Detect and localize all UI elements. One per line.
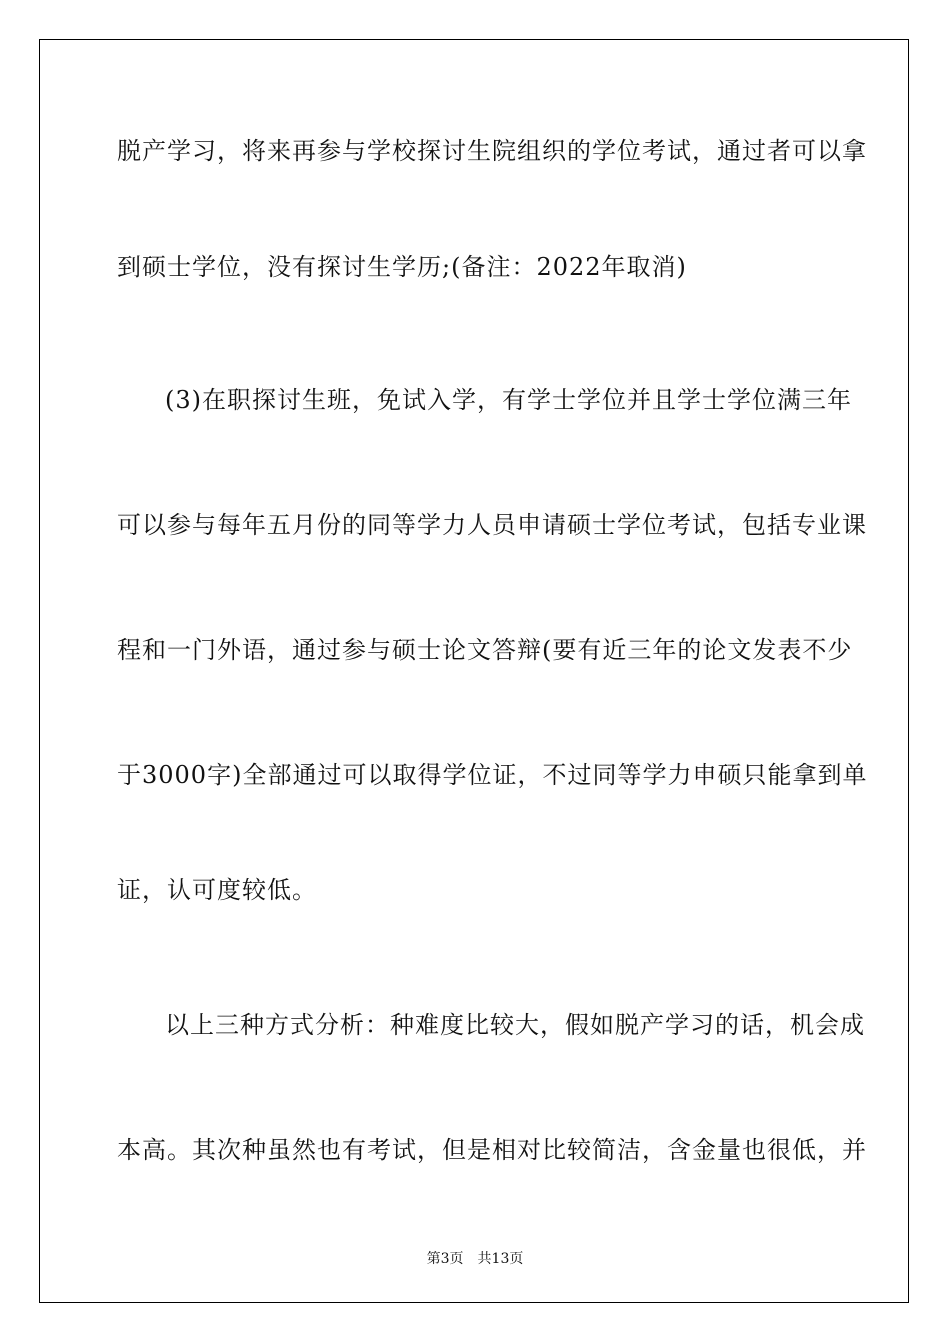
page-total: 共13页 (477, 1251, 524, 1267)
text-line-8: 以上三种方式分析：种难度比较大，假如脱产学习的话，机会成 (165, 1011, 865, 1039)
text-line-7: 证，认可度较低。 (117, 876, 317, 904)
text-line-4: 可以参与每年五月份的同等学力人员申请硕士学位考试，包括专业课 (117, 511, 867, 539)
text-line-5: 程和一门外语，通过参与硕士论文答辩(要有近三年的论文发表不少 (117, 636, 853, 664)
text-line-6: 于3000字)全部通过可以取得学位证，不过同等学力申硕只能拿到单 (117, 761, 868, 789)
text-line-2: 到硕士学位，没有探讨生学历;(备注：2022年取消) (117, 253, 687, 281)
page-border (39, 39, 909, 1303)
text-line-3: (3)在职探讨生班，免试入学，有学士学位并且学士学位满三年 (165, 386, 852, 414)
text-line-9: 本高。其次种虽然也有考试，但是相对比较简洁，含金量也很低，并 (117, 1136, 867, 1164)
page-number: 第3页 (426, 1251, 464, 1267)
page-footer (0, 1248, 950, 1268)
text-line-1: 脱产学习，将来再参与学校探讨生院组织的学位考试，通过者可以拿 (117, 137, 867, 165)
